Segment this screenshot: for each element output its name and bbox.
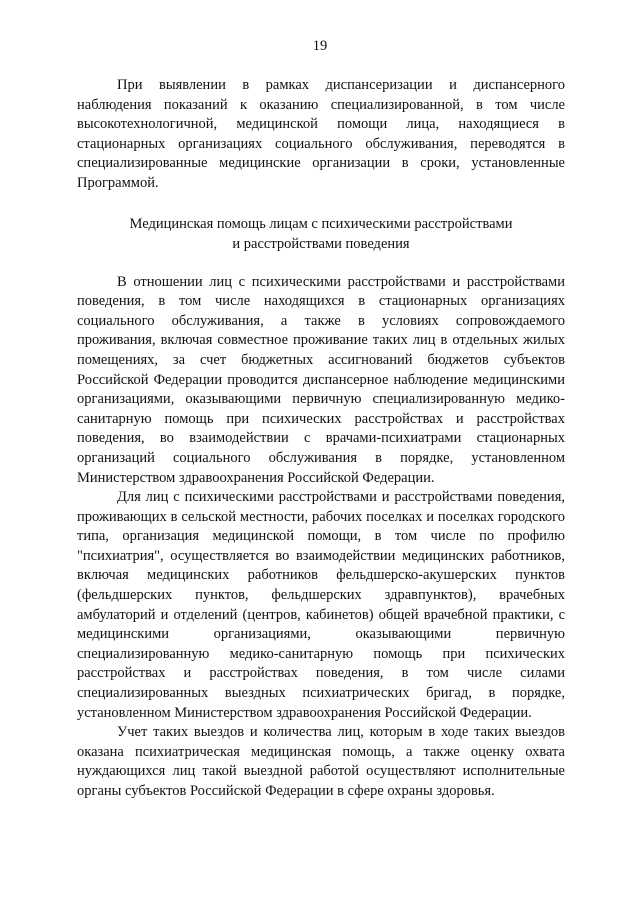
body-paragraph: В отношении лиц с психическими расстройствами и расстройствами поведения, в том числе находящихся в стационарных организациях социального обслуживания, а также в условиях сопровождаемого проживания, включая совместное проживание таких лиц в отдельных жилых помещениях, за счет бюджетных ассигнований бюджетов субъектов Российской Федерации проводится диспансерное наблюдение медицинскими организациями, оказывающими первичную специализированную медико-санитарную помощь при психических расстройствах и расстройствах поведения, во взаимодействии с врачами-психиатрами стационарных организаций социального обслуживания в порядке, установленном Министерством здравоохранения Российской Федерации. [77,273,565,486]
section-heading-line-1: Медицинская помощь лицам с психическими расстройствами [129,215,513,232]
intro-paragraph: При выявлении в рамках диспансеризации и диспансерного наблюдения показаний к оказанию специализированной, в том числе высокотехнологичной, медицинской помощи лица, находящиеся в стационарных организациях социального обслуживания, переводятся в специализированные медицинские организации в сроки, установленные Программой. [77,77,565,191]
body-paragraph: Учет таких выездов и количества лиц, которым в ходе таких выездов оказана психиатрическая медицинская помощь, а также оценку охвата нуждающихся лиц такой выездной работой осуществляют исполнительные органы субъектов Российской Федерации в сфере охраны здоровья. [77,724,565,799]
body-paragraph: Для лиц с психическими расстройствами и расстройствами поведения, проживающих в сельской местности, рабочих поселках и поселках городского типа, организация медицинской помощи, в том числе по профилю "психиатрия", осуществляется во взаимодействии медицинских работников, включая медицинских работников фельдшерско-акушерских пунктов (фельдшерских пунктов, фельдшерских здравпунктов), врачебных амбулаторий и отделений (центров, кабинетов) общей врачебной практики, с медицинскими организациями, оказывающими первичную специализированную медико-санитарную помощь при психических расстройствах и расстройствах поведения, в том числе силами специализированных выездных психиатрических бригад, в порядке, установленном Министерством здравоохранения Российской Федерации. [77,489,565,721]
page-number: 19 [312,38,328,54]
document-body [77,76,565,802]
section-heading [77,214,565,254]
section-heading-line-2: и расстройствами поведения [232,235,410,252]
